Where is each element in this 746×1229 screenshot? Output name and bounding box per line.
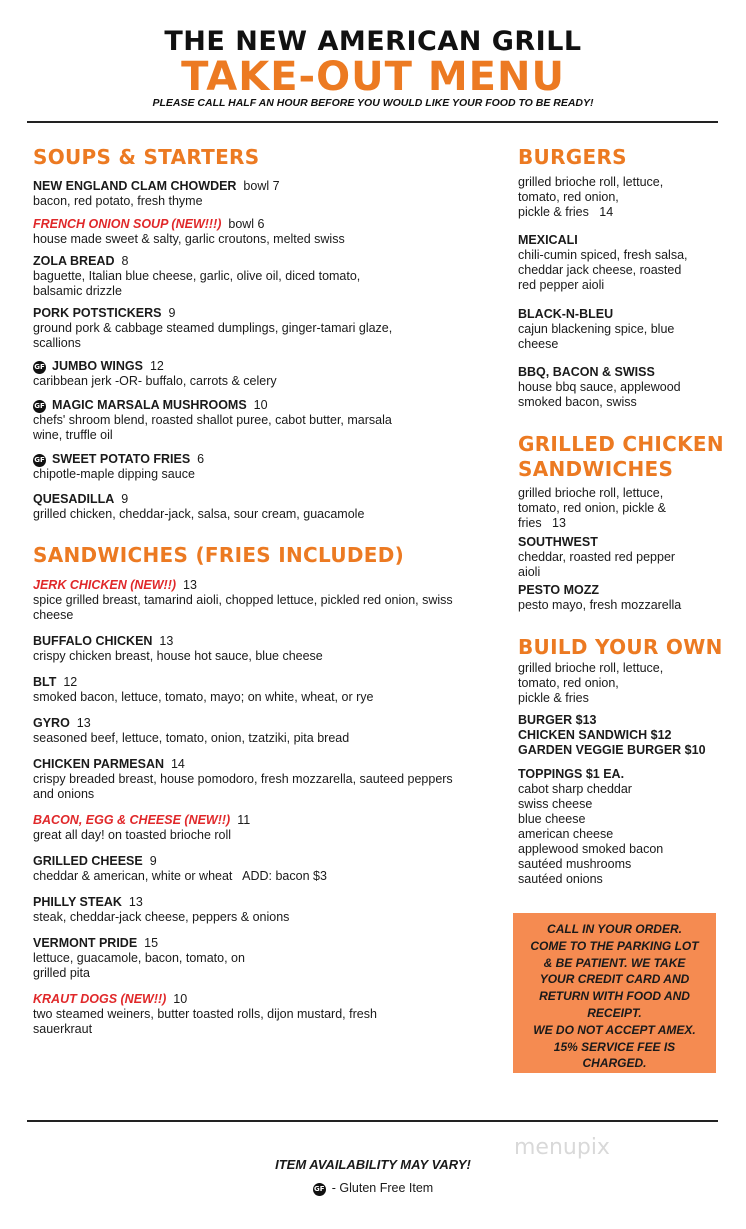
availability-note: ITEM AVAILABILITY MAY VARY! — [275, 1157, 471, 1172]
item-name: MEXICALI — [518, 233, 578, 247]
item-desc: cajun blackening spice, blue — [518, 322, 675, 336]
item-name: BLACK-N-BLEU — [518, 307, 614, 321]
item-desc: baguette, Italian blue cheese, garlic, olive oil, diced tomato, balsamic drizzle — [33, 269, 361, 298]
item-name: KRAUT DOGS (NEW!!) — [33, 992, 167, 1006]
item-price: 9 — [168, 306, 176, 320]
build-options — [518, 713, 718, 758]
burgers-intro — [518, 175, 718, 220]
chicken-title-line: GRILLED CHICKEN — [518, 432, 724, 456]
intro-line: pickle & fries — [518, 691, 589, 705]
menu-title: TAKE-OUT MENU — [181, 54, 565, 100]
item-desc: cheese — [518, 337, 559, 351]
item-name: NEW ENGLAND CLAM CHOWDER — [33, 179, 237, 193]
item-desc: red pepper aioli — [518, 278, 605, 292]
item-price: bowl 6 — [228, 217, 265, 231]
item-price: 13 — [128, 895, 143, 909]
menu-item — [33, 578, 463, 623]
menu-item — [33, 854, 483, 884]
item-name: PHILLY STEAK — [33, 895, 122, 909]
item-price: 10 — [253, 398, 268, 412]
item-price: 10 — [173, 992, 188, 1006]
restaurant-name: THE NEW AMERICAN GRILL — [164, 26, 582, 57]
gluten-free-icon: GF — [33, 400, 46, 413]
item-name: GRILLED CHEESE — [33, 854, 143, 868]
item-name: SOUTHWEST — [518, 535, 598, 549]
item-price: 9 — [121, 492, 129, 506]
menu-item — [33, 179, 483, 209]
item-desc: lettuce, guacamole, bacon, tomato, on grilled pita — [33, 951, 245, 980]
item-desc: cheddar, roasted red pepper — [518, 550, 676, 564]
topping: applewood smoked bacon — [518, 842, 664, 856]
gluten-free-label: - Gluten Free Item — [331, 1181, 434, 1195]
item-desc: grilled chicken, cheddar-jack, salsa, sour cream, guacamole — [33, 507, 365, 521]
intro-line: fries — [518, 516, 542, 530]
item-price: bowl 7 — [243, 179, 280, 193]
build-option: BURGER $13 — [518, 713, 597, 727]
item-desc: two steamed weiners, butter toasted rolls, dijon mustard, fresh sauerkraut — [33, 1007, 377, 1036]
order-instructions-box — [513, 913, 716, 1073]
item-price: 12 — [63, 675, 78, 689]
item-name: JERK CHICKEN (NEW!!) — [33, 578, 177, 592]
item-name: CHICKEN PARMESAN — [33, 757, 165, 771]
item-price: 14 — [170, 757, 185, 771]
item-desc: chili-cumin spiced, fresh salsa, — [518, 248, 688, 262]
chicken-title-line: SANDWICHES — [518, 457, 674, 481]
menu-item — [33, 398, 413, 443]
item-desc: ground pork & cabbage steamed dumplings, ginger-tamari glaze, scallions — [33, 321, 393, 350]
top-divider — [27, 121, 718, 123]
item-desc: cheddar jack cheese, roasted — [518, 263, 682, 277]
gluten-free-icon: GF — [313, 1183, 326, 1196]
order-notice: PLEASE CALL HALF AN HOUR BEFORE YOU WOULD LIKE YOUR FOOD TO BE READY! — [152, 97, 594, 109]
menu-item — [518, 583, 718, 613]
menu-item — [33, 452, 483, 482]
intro-line: tomato, red onion, pickle & — [518, 501, 666, 515]
item-desc: caribbean jerk -OR- buffalo, carrots & celery — [33, 374, 277, 388]
menu-item — [33, 757, 453, 802]
topping: american cheese — [518, 827, 614, 841]
menu-item — [33, 675, 483, 705]
menu-item — [33, 936, 258, 981]
build-option: CHICKEN SANDWICH $12 — [518, 728, 672, 742]
topping: sautéed onions — [518, 872, 603, 886]
item-name: BLT — [33, 675, 57, 689]
intro-line: grilled brioche roll, lettuce, — [518, 175, 664, 189]
item-desc: crispy breaded breast, house pomodoro, fresh mozzarella, sauteed peppers and onions — [33, 772, 453, 801]
item-price: 12 — [149, 359, 164, 373]
menu-item — [33, 992, 378, 1037]
item-price: 13 — [552, 516, 566, 530]
item-desc: bacon, red potato, fresh thyme — [33, 194, 203, 208]
item-name: SWEET POTATO FRIES — [52, 452, 191, 466]
item-price: 9 — [149, 854, 157, 868]
item-desc: house made sweet & salty, garlic croutons, melted swiss — [33, 232, 345, 246]
topping: blue cheese — [518, 812, 586, 826]
menu-item — [33, 306, 443, 351]
callout-line: RECEIPT. — [587, 1005, 642, 1020]
item-price: 15 — [144, 936, 159, 950]
topping: swiss cheese — [518, 797, 593, 811]
build-section-title: BUILD YOUR OWN — [518, 635, 723, 659]
menu-item — [33, 492, 483, 522]
topping: sautéed mushrooms — [518, 857, 632, 871]
intro-line: tomato, red onion, — [518, 676, 619, 690]
item-price: 6 — [197, 452, 205, 466]
build-intro — [518, 661, 718, 706]
callout-line: RETURN WITH FOOD AND — [539, 989, 690, 1004]
item-name: GYRO — [33, 716, 70, 730]
callout-line: 15% SERVICE FEE IS — [553, 1039, 676, 1054]
intro-line: pickle & fries — [518, 205, 589, 219]
item-desc: great all day! on toasted brioche roll — [33, 828, 232, 842]
item-desc: house bbq sauce, applewood — [518, 380, 681, 394]
chicken-section-title — [518, 432, 724, 482]
menu-item — [33, 217, 483, 247]
item-desc: spice grilled breast, tamarind aioli, chopped lettuce, pickled red onion, swiss cheese — [33, 593, 453, 622]
item-desc: seasoned beef, lettuce, tomato, onion, tzatziki, pita bread — [33, 731, 350, 745]
item-desc: pesto mayo, fresh mozzarella — [518, 598, 682, 612]
bottom-divider — [27, 1120, 718, 1122]
item-name: BUFFALO CHICKEN — [33, 634, 153, 648]
soups-section-title: SOUPS & STARTERS — [33, 145, 260, 169]
burgers-section-title: BURGERS — [518, 145, 627, 169]
intro-line: grilled brioche roll, lettuce, — [518, 661, 664, 675]
menu-item — [33, 359, 483, 389]
menu-item — [518, 365, 718, 410]
menu-item — [33, 716, 483, 746]
item-name: PORK POTSTICKERS — [33, 306, 162, 320]
item-desc: aioli — [518, 565, 541, 579]
item-desc: chefs' shroom blend, roasted shallot puree, cabot butter, marsala wine, truffle oil — [33, 413, 392, 442]
item-name: BACON, EGG & CHEESE (NEW!!) — [33, 813, 231, 827]
item-price: 14 — [599, 205, 614, 219]
watermark: menupix — [514, 1135, 610, 1160]
item-price: 13 — [76, 716, 91, 730]
chicken-intro — [518, 486, 718, 531]
item-desc: chipotle-maple dipping sauce — [33, 467, 195, 481]
callout-line: CHARGED. — [582, 1056, 647, 1071]
callout-line: COME TO THE PARKING LOT — [530, 938, 699, 953]
intro-line: tomato, red onion, — [518, 190, 619, 204]
callout-line: WE DO NOT ACCEPT AMEX. — [533, 1022, 696, 1037]
menu-item — [518, 233, 718, 293]
toppings-list — [518, 767, 718, 887]
item-name: FRENCH ONION SOUP (NEW!!!) — [33, 217, 222, 231]
menu-item — [33, 895, 483, 925]
item-desc: smoked bacon, lettuce, tomato, mayo; on white, wheat, or rye — [33, 690, 374, 704]
item-name: JUMBO WINGS — [52, 359, 143, 373]
item-name: ZOLA BREAD — [33, 254, 115, 268]
item-name: VERMONT PRIDE — [33, 936, 138, 950]
item-desc: cheddar & american, white or wheat ADD: bacon $3 — [33, 869, 327, 883]
item-desc: steak, cheddar-jack cheese, peppers & onions — [33, 910, 290, 924]
item-name: BBQ, BACON & SWISS — [518, 365, 655, 379]
sandwiches-section-title: SANDWICHES (FRIES INCLUDED) — [33, 543, 405, 567]
callout-line: YOUR CREDIT CARD AND — [539, 972, 690, 987]
menu-item — [518, 307, 718, 352]
menu-item — [33, 634, 483, 664]
callout-line: & BE PATIENT. WE TAKE — [543, 955, 686, 970]
menu-item — [518, 535, 718, 580]
item-name: PESTO MOZZ — [518, 583, 600, 597]
item-price: 11 — [237, 813, 251, 827]
intro-line: grilled brioche roll, lettuce, — [518, 486, 664, 500]
item-desc: smoked bacon, swiss — [518, 395, 637, 409]
item-name: QUESADILLA — [33, 492, 115, 506]
topping: cabot sharp cheddar — [518, 782, 632, 796]
item-price: 13 — [183, 578, 197, 592]
menu-item — [33, 254, 413, 299]
item-name: MAGIC MARSALA MUSHROOMS — [52, 398, 247, 412]
menu-item — [33, 813, 483, 843]
callout-line: CALL IN YOUR ORDER. — [547, 922, 682, 936]
gluten-free-legend — [0, 1181, 746, 1196]
toppings-title: TOPPINGS $1 EA. — [518, 767, 625, 781]
build-option: GARDEN VEGGIE BURGER $10 — [518, 743, 706, 757]
item-price: 8 — [121, 254, 129, 268]
gluten-free-icon: GF — [33, 361, 46, 374]
gluten-free-icon: GF — [33, 454, 46, 467]
item-price: 13 — [159, 634, 174, 648]
item-desc: crispy chicken breast, house hot sauce, blue cheese — [33, 649, 323, 663]
